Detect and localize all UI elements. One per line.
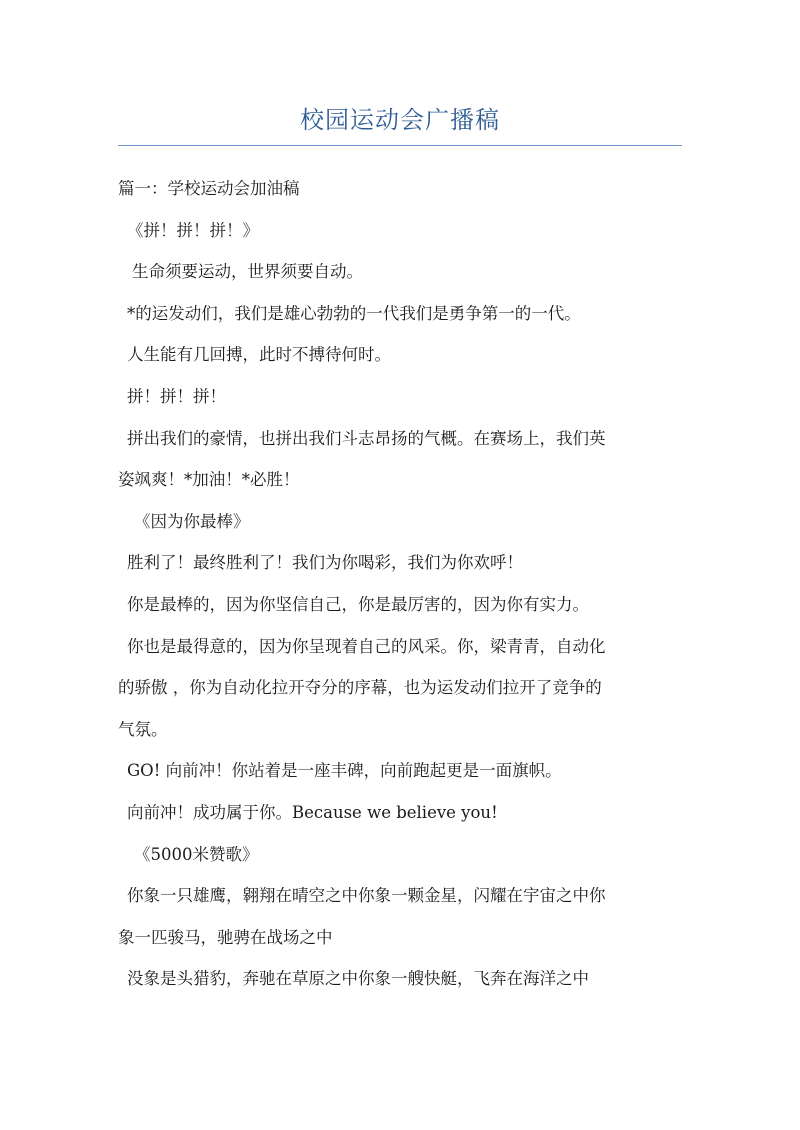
poem-title: 《拼！拼！拼！》 — [127, 220, 259, 240]
paragraph-line: *的运发动们，我们是雄心勃勃的一代我们是勇争第一的一代。 — [127, 303, 581, 323]
paragraph-line: 拼出我们的豪情，也拼出我们斗志昂扬的气概。在赛场上，我们英 — [127, 428, 606, 448]
title-underline — [118, 145, 682, 146]
paragraph-line: 的骄傲 ，你为自动化拉开夺分的序幕，也为运发动们拉开了竞争的 — [118, 678, 602, 698]
paragraph-line: 姿飒爽！*加油！*必胜！ — [118, 470, 300, 490]
paragraph-line: 你象一只雄鹰，翱翔在晴空之中你象一颗金星，闪耀在宇宙之中你 — [127, 886, 606, 906]
paragraph-line: GO! 向前冲！你站着是一座丰碑，向前跑起更是一面旗帜。 — [127, 761, 562, 781]
paragraph-line: 你是最棒的，因为你坚信自己，你是最厉害的，因为你有实力。 — [127, 594, 589, 614]
paragraph-line: 气氛。 — [118, 719, 168, 739]
section-heading: 篇一：学校运动会加油稿 — [118, 179, 300, 198]
paragraph-line: 拼！拼！拼！ — [127, 386, 226, 406]
paragraph-line: 你也是最得意的，因为你呈现着自己的风采。你，梁青青，自动化 — [127, 636, 606, 656]
poem-title: 《因为你最棒》 — [134, 511, 250, 531]
paragraph-line: 象一匹骏马，驰骋在战场之中 — [118, 927, 333, 947]
document-body — [118, 168, 684, 1000]
paragraph-line: 没象是头猎豹，奔驰在草原之中你象一艘快艇，飞奔在海洋之中 — [127, 969, 589, 989]
paragraph-line: 人生能有几回搏，此时不搏待何时。 — [127, 345, 391, 365]
poem-title: 《5000米赞歌》 — [134, 844, 259, 864]
paragraph-line: 生命须要运动，世界须要自动。 — [132, 262, 363, 282]
paragraph-line: 胜利了！最终胜利了！我们为你喝彩，我们为你欢呼！ — [127, 553, 523, 573]
paragraph-line: 向前冲！成功属于你。Because we believe you! — [127, 802, 498, 822]
document-title: 校园运动会广播稿 — [300, 106, 500, 134]
